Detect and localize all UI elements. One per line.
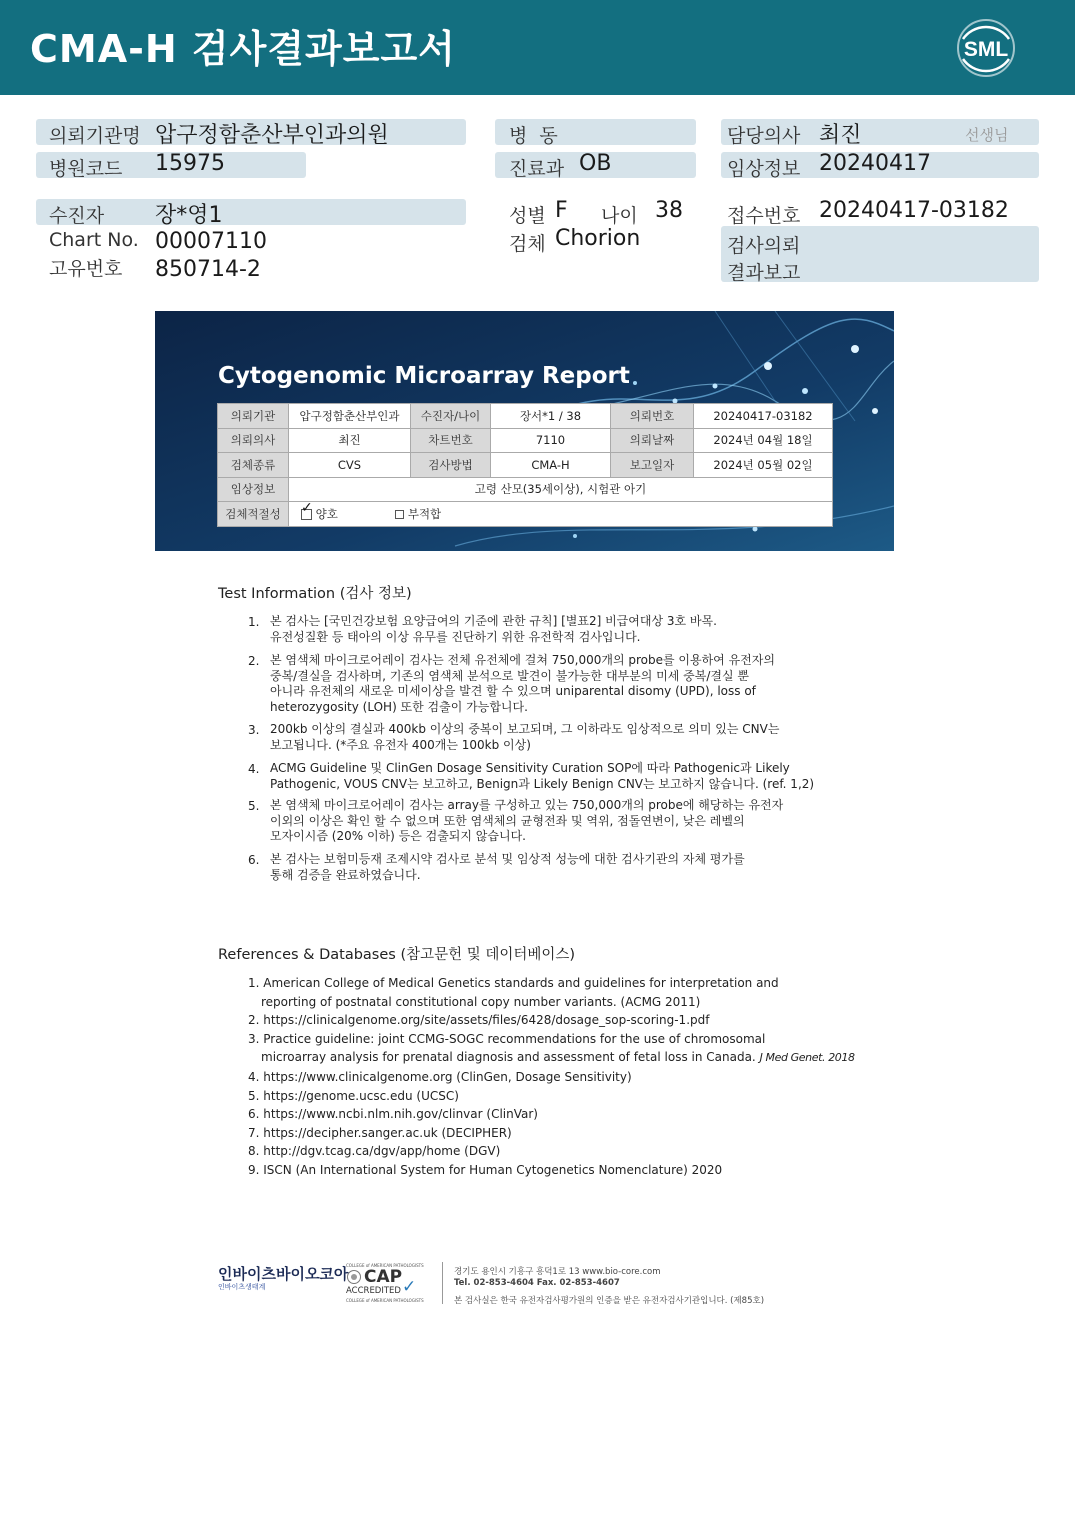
reference-text: microarray analysis for prenatal diagnosis and assessment of fetal loss in Canada.: [261, 1050, 756, 1065]
specimen-value: Chorion: [555, 226, 641, 251]
specimen-label: 검체: [509, 233, 546, 255]
banner-row: [218, 477, 833, 502]
banner-adequacy-cell: [289, 499, 833, 527]
result-label: 결과보고: [727, 262, 801, 284]
test-info-line: 본 염색체 마이크로어레이 검사는 전체 유전체에 걸쳐 750,000개의 probe를 이용하여 유전자의: [270, 653, 775, 667]
institution-value: 압구정함춘산부인과의원: [155, 123, 389, 148]
reference-item: 1. American College of Medical Genetics standards and guidelines for interpretation and: [248, 976, 779, 990]
reference-link[interactable]: 7. https://decipher.sanger.ac.uk (DECIPHER): [248, 1125, 512, 1140]
clinical-label: 임상정보: [727, 158, 801, 180]
company-sub: 인바이츠생태계: [218, 1283, 266, 1291]
test-info-line: 본 염색체 마이크로어레이 검사는 array를 구성하고 있는 750,000개의 probe에 해당하는 유전자: [270, 798, 784, 812]
cma-report-banner: [155, 311, 894, 551]
banner-cell: 차트번호: [411, 428, 491, 453]
checkmark-icon: ✓: [402, 1277, 417, 1297]
test-info-line: 200kb 이상의 결실과 400kb 이상의 중복이 보고되며, 그 이하라도 임상적으로 의미 있는 CNV는: [270, 722, 780, 736]
footer-address: 경기도 용인시 기흥구 흥덕1로 13 www.bio-core.com: [454, 1267, 661, 1277]
hospital-code-value: 15975: [155, 151, 225, 176]
banner-cell: 20240417-03182: [694, 404, 833, 429]
banner-cell: 검사방법: [411, 453, 491, 478]
reference-link[interactable]: 2. https://clinicalgenome.org/site/assets/files/6428/dosage_sop-scoring-1.pdf: [248, 1013, 710, 1028]
unique-value: 850714-2: [155, 257, 261, 282]
reference-item: 9. ISCN (An International System for Human Cytogenetics Nomenclature) 2020: [248, 1162, 723, 1177]
patient-value: 장*영1: [155, 203, 223, 228]
footer-cert: 본 검사실은 한국 유전자검사평가원의 인증을 받은 유전자검사기관입니다. (제85호): [454, 1296, 765, 1306]
test-info-item-number: 3.: [248, 723, 260, 737]
cap-accredited-logo: [346, 1263, 431, 1305]
banner-cell: 보고일자: [611, 453, 694, 478]
cap-accredited-text: ACCREDITED: [346, 1286, 401, 1296]
reference-item-cont: reporting of postnatal constitutional copy number variants. (ACMG 2011): [261, 994, 701, 1009]
adequacy-good-label: 양호: [315, 506, 338, 521]
checkmark-icon: ✓: [301, 499, 313, 516]
test-info-item: [270, 722, 779, 753]
footer-tel: Tel. 02-853-4604 Fax. 02-853-4607: [454, 1278, 620, 1288]
age-label: 나이: [601, 205, 638, 227]
test-info-line: 보고됩니다. (*주요 유전자 400개는 100kb 이상): [270, 737, 531, 752]
cap-main-text: CAP: [364, 1267, 403, 1287]
banner-cell: 의뢰번호: [611, 404, 694, 429]
test-info-line: heterozygosity (LOH) 또한 검출이 가능합니다.: [270, 699, 528, 714]
banner-cell: 의뢰의사: [218, 428, 289, 453]
company-logo: 인바이츠바이오코아: [218, 1265, 349, 1283]
banner-info-table: [217, 403, 833, 527]
banner-adequacy-label: 검체적절성: [218, 502, 289, 527]
footer-divider: [442, 1262, 443, 1304]
reference-item: 3. Practice guideline: joint CCMG-SOGC recommendations for the use of chromosomal: [248, 1031, 766, 1046]
banner-cell: 의뢰날짜: [611, 428, 694, 453]
banner-cell: CVS: [289, 453, 411, 478]
chart-value: 00007110: [155, 229, 267, 254]
cap-bottom-text: COLLEGE of AMERICAN PATHOLOGISTS: [346, 1298, 424, 1303]
reference-link[interactable]: 4. https://www.clinicalgenome.org (ClinGen, Dosage Sensitivity): [248, 1069, 632, 1084]
test-info-line: 유전성질환 등 태아의 이상 유무를 진단하기 위한 유전학적 검사입니다.: [270, 629, 641, 644]
test-info-line: 아니라 유전체의 새로운 미세이상을 발견 할 수 있으며 uniparental disomy (UPD), loss of: [270, 684, 756, 698]
department-label: 진료과: [509, 158, 565, 180]
test-info-line: 중복/결실을 검사하며, 기존의 염색체 분석으로 발견이 불가능한 대부분의 미세 중복/결실 뿐: [270, 668, 749, 683]
banner-row: [218, 404, 833, 429]
hospital-code-label: 병원코드: [49, 158, 123, 180]
doctor-value: 최진: [819, 123, 862, 148]
reference-link[interactable]: 5. https://genome.ucsc.edu (UCSC): [248, 1088, 459, 1103]
test-info-line: 이외의 이상은 확인 할 수 없으며 또한 염색체의 균형전좌 및 역위, 점돌연변이, 낮은 레벨의: [270, 813, 745, 828]
banner-cell: 수진자/나이: [411, 404, 491, 429]
test-info-line: ACMG Guideline 및 ClinGen Dosage Sensitivity Curation SOP에 따라 Pathogenic과 Likely: [270, 761, 790, 775]
doctor-label: 담당의사: [727, 125, 801, 147]
banner-cell: CMA-H: [491, 453, 611, 478]
test-info-item: [270, 798, 783, 845]
doctor-suffix: 선생님: [965, 126, 1009, 144]
banner-row: [218, 453, 833, 478]
sex-label: 성별: [509, 205, 546, 227]
references-list: [248, 974, 855, 1180]
banner-clinical-label: 임상정보: [218, 477, 289, 502]
test-info-line: 본 검사는 보험미등재 조제시약 검사로 분석 및 임상적 성능에 대한 검사기관의 자체 평가를: [270, 852, 745, 866]
unique-label: 고유번호: [49, 258, 123, 280]
sml-logo-text: SML: [963, 38, 1009, 61]
banner-clinical-value: 고령 산모(35세이상), 시험관 아기: [289, 477, 833, 502]
test-info-item-number: 4.: [248, 762, 260, 776]
department-value: OB: [579, 151, 612, 176]
banner-row: [218, 428, 833, 453]
test-info-item-number: 2.: [248, 654, 260, 668]
sex-value: F: [555, 198, 568, 223]
receipt-value: 20240417-03182: [819, 198, 1009, 223]
adequacy-good-checkbox: [301, 499, 313, 520]
test-info-line: 본 검사는 [국민건강보험 요양급여의 기준에 관한 규칙] [별표2] 비급여대상 3호 바목.: [270, 614, 717, 628]
banner-cell: 2024년 05월 02일: [694, 453, 833, 478]
banner-cell: 장서*1 / 38: [491, 404, 611, 429]
test-info-item: [270, 614, 717, 645]
patient-label: 수진자: [49, 205, 105, 227]
banner-cell: 검체종류: [218, 453, 289, 478]
banner-cell: 압구정함춘산부인과: [289, 404, 411, 429]
banner-cell: 의뢰기관: [218, 404, 289, 429]
test-info-item: [270, 761, 814, 792]
test-info-line: 통해 검증을 완료하였습니다.: [270, 867, 421, 882]
cap-seal-icon: [346, 1269, 362, 1285]
reference-link[interactable]: 8. http://dgv.tcag.ca/dgv/app/home (DGV): [248, 1144, 501, 1159]
test-info-line: Pathogenic, VOUS CNV는 보고하고, Benign과 Likely Benign CNV는 보고하지 않습니다. (ref. 1,2): [270, 776, 815, 791]
banner-title: Cytogenomic Microarray Report: [218, 363, 630, 389]
adequacy-bad-checkbox: [395, 510, 404, 519]
age-value: 38: [655, 198, 683, 223]
test-info-item-number: 1.: [248, 615, 260, 629]
banner-cell: 2024년 04월 18일: [694, 428, 833, 453]
reference-link[interactable]: 6. https://www.ncbi.nlm.nih.gov/clinvar (ClinVar): [248, 1107, 538, 1122]
test-info-item-number: 5.: [248, 799, 260, 813]
clinical-value: 20240417: [819, 151, 931, 176]
ward-label: 병 동: [509, 125, 558, 147]
sml-logo: [955, 17, 1017, 79]
test-info-title: Test Information (검사 정보): [218, 586, 412, 602]
banner-cell: 7110: [491, 428, 611, 453]
receipt-label: 접수번호: [727, 205, 801, 227]
reference-journal: J Med Genet. 2018: [759, 1051, 855, 1065]
institution-label: 의뢰기관명: [49, 125, 141, 147]
banner-row: [218, 502, 833, 527]
reference-item-cont: [248, 1048, 855, 1068]
request-label: 검사의뢰: [727, 235, 801, 257]
cap-top-text: COLLEGE of AMERICAN PATHOLOGISTS: [346, 1263, 424, 1268]
adequacy-bad-label: 부적합: [407, 506, 442, 521]
banner-cell: 최진: [289, 428, 411, 453]
test-info-item-number: 6.: [248, 853, 260, 867]
chart-label: Chart No.: [49, 229, 139, 251]
test-info-line: 모자이시즘 (20% 이하) 등은 검출되지 않습니다.: [270, 829, 526, 843]
report-title: CMA-H 검사결과보고서: [30, 27, 456, 71]
test-info-item: [270, 852, 745, 883]
test-info-item: [270, 653, 775, 715]
references-title: References & Databases (참고문헌 및 데이터베이스): [218, 947, 576, 963]
